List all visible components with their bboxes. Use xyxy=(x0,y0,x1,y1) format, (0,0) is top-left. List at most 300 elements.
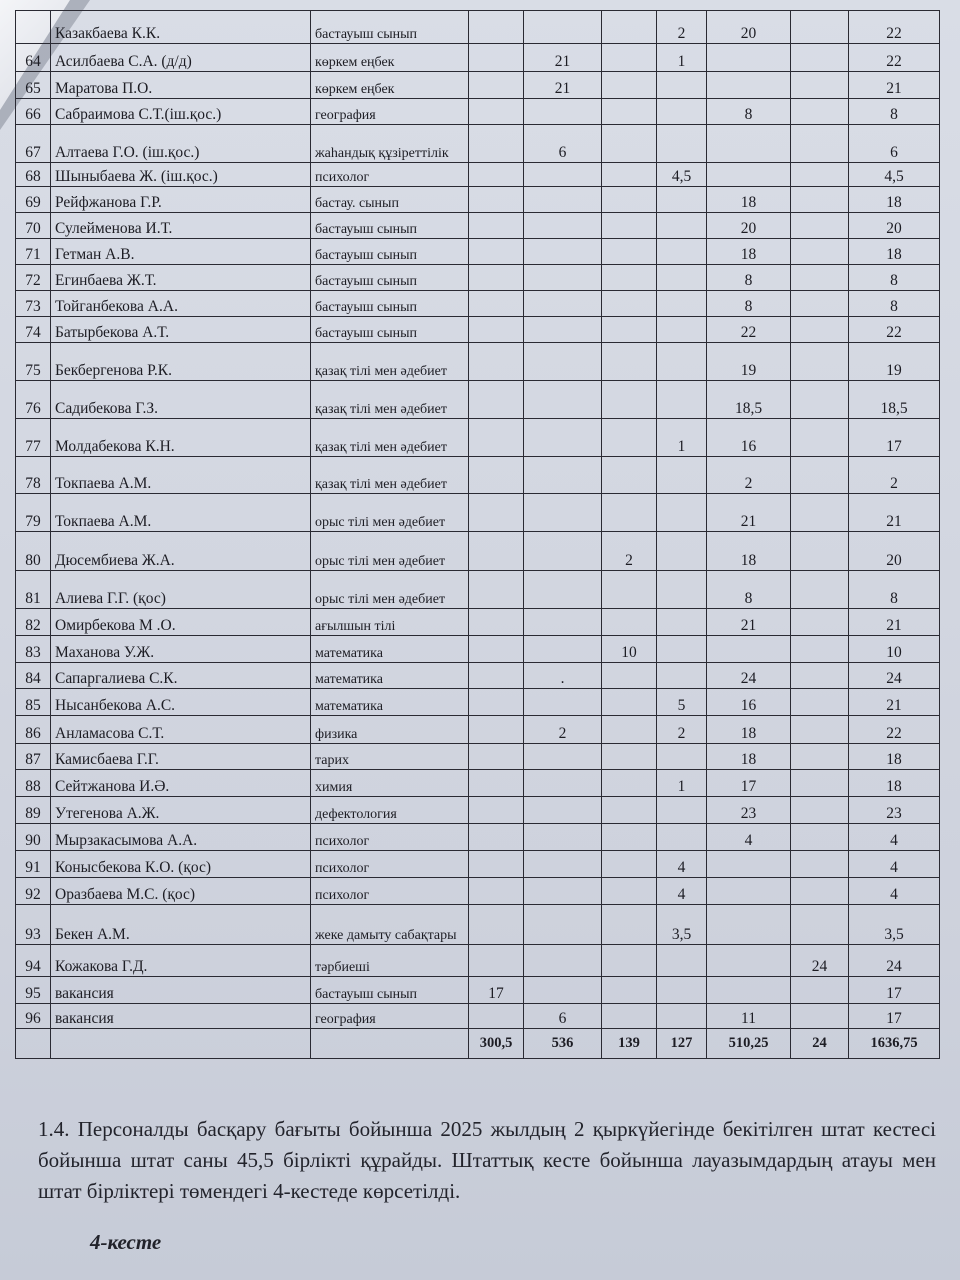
hours-cell xyxy=(791,343,849,381)
subject-cell: психолог xyxy=(311,851,469,878)
hours-cell xyxy=(791,1004,849,1029)
hours-cell xyxy=(469,797,524,824)
total-hours-cell: 18 xyxy=(849,744,940,770)
row-number: 81 xyxy=(16,571,51,609)
hours-cell xyxy=(469,265,524,291)
subject-cell: бастауыш сынып xyxy=(311,291,469,317)
row-number: 90 xyxy=(16,824,51,851)
hours-cell: 18,5 xyxy=(707,381,791,419)
hours-cell xyxy=(469,824,524,851)
table-row xyxy=(16,419,940,457)
total-hours-cell: 8 xyxy=(849,571,940,609)
hours-cell xyxy=(791,716,849,744)
hours-cell xyxy=(469,419,524,457)
hours-cell: 4 xyxy=(707,824,791,851)
teacher-name: Утегенова А.Ж. xyxy=(51,797,311,824)
table-body xyxy=(16,11,940,1059)
table-row xyxy=(16,797,940,824)
row-number: 76 xyxy=(16,381,51,419)
teacher-name: Молдабекова К.Н. xyxy=(51,419,311,457)
hours-cell xyxy=(707,878,791,905)
table-row xyxy=(16,163,940,187)
teacher-name: Нысанбекова А.С. xyxy=(51,689,311,716)
hours-cell xyxy=(791,187,849,213)
table-row xyxy=(16,571,940,609)
row-number: 85 xyxy=(16,689,51,716)
teacher-name: Омирбекова М .О. xyxy=(51,609,311,636)
row-number: 84 xyxy=(16,663,51,689)
subject-cell: тәрбиеші xyxy=(311,945,469,977)
hours-cell xyxy=(791,851,849,878)
hours-cell xyxy=(707,44,791,72)
subject-cell: қазақ тілі мен әдебиет xyxy=(311,381,469,419)
hours-cell xyxy=(707,125,791,163)
hours-cell xyxy=(791,44,849,72)
table-row xyxy=(16,343,940,381)
table-row xyxy=(16,689,940,716)
hours-cell xyxy=(602,44,657,72)
hours-cell: 16 xyxy=(707,419,791,457)
hours-cell: 10 xyxy=(602,636,657,663)
table-row xyxy=(16,532,940,571)
hours-cell xyxy=(469,457,524,494)
table-row xyxy=(16,977,940,1004)
empty-cell xyxy=(51,1029,311,1059)
total-hours-cell: 24 xyxy=(849,945,940,977)
hours-cell xyxy=(524,163,602,187)
hours-cell xyxy=(602,744,657,770)
row-number: 95 xyxy=(16,977,51,1004)
hours-cell xyxy=(524,457,602,494)
row-number: 74 xyxy=(16,317,51,343)
hours-cell: 24 xyxy=(791,945,849,977)
hours-cell xyxy=(657,532,707,571)
teacher-name: Анламасова С.Т. xyxy=(51,716,311,744)
table-row xyxy=(16,291,940,317)
hours-cell xyxy=(524,977,602,1004)
total-hours-cell: 20 xyxy=(849,213,940,239)
hours-cell xyxy=(469,1004,524,1029)
subject-cell: физика xyxy=(311,716,469,744)
hours-cell xyxy=(657,213,707,239)
total-hours-cell: 8 xyxy=(849,265,940,291)
teacher-name: Асилбаева С.А. (д/д) xyxy=(51,44,311,72)
hours-cell: 4 xyxy=(657,851,707,878)
teacher-name: Шыныбаева Ж. (іш.қос.) xyxy=(51,163,311,187)
hours-cell xyxy=(524,770,602,797)
hours-cell xyxy=(469,878,524,905)
hours-cell xyxy=(524,381,602,419)
table-row xyxy=(16,878,940,905)
hours-cell: . xyxy=(524,663,602,689)
row-number: 92 xyxy=(16,878,51,905)
row-number: 87 xyxy=(16,744,51,770)
table-row xyxy=(16,44,940,72)
hours-cell xyxy=(524,419,602,457)
hours-cell xyxy=(791,770,849,797)
subject-cell: көркем еңбек xyxy=(311,44,469,72)
row-number: 96 xyxy=(16,1004,51,1029)
hours-cell xyxy=(657,824,707,851)
total-hours-cell: 8 xyxy=(849,99,940,125)
hours-cell xyxy=(791,419,849,457)
table-row xyxy=(16,457,940,494)
column-total-cell: 536 xyxy=(524,1029,602,1059)
hours-cell xyxy=(657,343,707,381)
hours-cell: 8 xyxy=(707,265,791,291)
total-hours-cell: 17 xyxy=(849,1004,940,1029)
hours-cell xyxy=(524,945,602,977)
hours-cell xyxy=(524,265,602,291)
subject-cell: жаһандық құзіреттілік xyxy=(311,125,469,163)
hours-cell xyxy=(657,663,707,689)
teacher-name: Кожакова Г.Д. xyxy=(51,945,311,977)
hours-cell xyxy=(524,744,602,770)
hours-cell: 8 xyxy=(707,99,791,125)
row-number: 72 xyxy=(16,265,51,291)
total-hours-cell: 4 xyxy=(849,851,940,878)
hours-cell xyxy=(791,11,849,44)
table-row xyxy=(16,663,940,689)
hours-cell xyxy=(602,343,657,381)
total-hours-cell: 21 xyxy=(849,494,940,532)
subject-cell: бастауыш сынып xyxy=(311,213,469,239)
hours-cell xyxy=(791,265,849,291)
subject-cell: психолог xyxy=(311,824,469,851)
total-hours-cell: 22 xyxy=(849,317,940,343)
hours-cell xyxy=(602,99,657,125)
column-total-cell: 300,5 xyxy=(469,1029,524,1059)
body-paragraph: 1.4. Персоналды басқару бағыты бойынша 2025 жылдың 2 қыркүйегінде бекітілген штат кестесі бойынша штат саны 45,5 бірлікті құрайды. Штаттық кесте бойынша лауазымдардың атауы мен штат бірліктері төмендегі 4-кестеде көрсетілді. xyxy=(38,1117,936,1203)
hours-cell xyxy=(602,11,657,44)
hours-cell xyxy=(524,343,602,381)
hours-cell: 21 xyxy=(707,609,791,636)
hours-cell xyxy=(657,381,707,419)
hours-cell: 19 xyxy=(707,343,791,381)
row-number: 65 xyxy=(16,72,51,99)
hours-cell: 18 xyxy=(707,716,791,744)
hours-cell xyxy=(602,457,657,494)
table-row xyxy=(16,381,940,419)
hours-cell xyxy=(791,291,849,317)
subject-cell: психолог xyxy=(311,163,469,187)
total-hours-cell: 17 xyxy=(849,977,940,1004)
hours-cell xyxy=(657,945,707,977)
teacher-name: Мырзакасымова А.А. xyxy=(51,824,311,851)
hours-cell: 23 xyxy=(707,797,791,824)
table-row xyxy=(16,824,940,851)
hours-cell xyxy=(469,716,524,744)
hours-cell xyxy=(791,381,849,419)
teacher-name: Оразбаева М.С. (қос) xyxy=(51,878,311,905)
column-total-cell: 139 xyxy=(602,1029,657,1059)
teacher-name: Дюсембиева Ж.А. xyxy=(51,532,311,571)
hours-cell xyxy=(524,494,602,532)
row-number: 75 xyxy=(16,343,51,381)
hours-cell xyxy=(707,636,791,663)
teacher-name: Бекбергенова Р.К. xyxy=(51,343,311,381)
hours-cell xyxy=(657,494,707,532)
hours-cell xyxy=(791,213,849,239)
row-number: 82 xyxy=(16,609,51,636)
hours-cell xyxy=(524,689,602,716)
total-hours-cell: 20 xyxy=(849,532,940,571)
subject-cell: бастауыш сынып xyxy=(311,977,469,1004)
row-number: 80 xyxy=(16,532,51,571)
total-hours-cell: 8 xyxy=(849,291,940,317)
total-hours-cell: 4,5 xyxy=(849,163,940,187)
hours-cell xyxy=(524,571,602,609)
subject-cell: бастауыш сынып xyxy=(311,239,469,265)
subject-cell: дефектология xyxy=(311,797,469,824)
total-hours-cell: 18,5 xyxy=(849,381,940,419)
teacher-name: Токпаева А.М. xyxy=(51,457,311,494)
hours-cell xyxy=(602,419,657,457)
table-row xyxy=(16,770,940,797)
hours-cell xyxy=(657,744,707,770)
hours-cell xyxy=(602,770,657,797)
hours-cell: 18 xyxy=(707,744,791,770)
hours-cell xyxy=(602,945,657,977)
hours-cell xyxy=(602,291,657,317)
row-number: 77 xyxy=(16,419,51,457)
hours-cell xyxy=(657,571,707,609)
table-row xyxy=(16,494,940,532)
teacher-name: Камисбаева Г.Г. xyxy=(51,744,311,770)
table-row xyxy=(16,744,940,770)
teacher-name: Маханова У.Ж. xyxy=(51,636,311,663)
teacher-name: Маратова П.О. xyxy=(51,72,311,99)
empty-cell xyxy=(16,1029,51,1059)
row-number: 93 xyxy=(16,905,51,945)
total-hours-cell: 22 xyxy=(849,44,940,72)
total-hours-cell: 3,5 xyxy=(849,905,940,945)
total-hours-cell: 21 xyxy=(849,689,940,716)
hours-cell: 18 xyxy=(707,187,791,213)
row-number: 91 xyxy=(16,851,51,878)
hours-cell xyxy=(707,163,791,187)
hours-cell xyxy=(524,878,602,905)
subject-cell: математика xyxy=(311,636,469,663)
total-hours-cell: 19 xyxy=(849,343,940,381)
subject-cell: математика xyxy=(311,689,469,716)
hours-cell xyxy=(469,663,524,689)
hours-cell: 21 xyxy=(707,494,791,532)
teacher-name: Казакбаева К.К. xyxy=(51,11,311,44)
row-number: 71 xyxy=(16,239,51,265)
hours-cell xyxy=(707,905,791,945)
hours-cell xyxy=(657,239,707,265)
table-row xyxy=(16,187,940,213)
hours-cell xyxy=(469,609,524,636)
row-number xyxy=(16,11,51,44)
table-row xyxy=(16,609,940,636)
subject-cell: орыс тілі мен әдебиет xyxy=(311,532,469,571)
hours-cell xyxy=(602,824,657,851)
total-hours-cell: 2 xyxy=(849,457,940,494)
hours-cell xyxy=(791,72,849,99)
empty-cell xyxy=(311,1029,469,1059)
hours-cell xyxy=(469,381,524,419)
total-hours-cell: 21 xyxy=(849,609,940,636)
hours-cell: 2 xyxy=(707,457,791,494)
row-number: 78 xyxy=(16,457,51,494)
hours-cell xyxy=(602,381,657,419)
row-number: 89 xyxy=(16,797,51,824)
grand-total-cell: 1636,75 xyxy=(849,1029,940,1059)
hours-cell: 8 xyxy=(707,571,791,609)
total-hours-cell: 22 xyxy=(849,716,940,744)
hours-cell xyxy=(524,636,602,663)
column-total-cell: 24 xyxy=(791,1029,849,1059)
hours-cell: 18 xyxy=(707,239,791,265)
row-number: 94 xyxy=(16,945,51,977)
hours-cell xyxy=(524,291,602,317)
hours-cell xyxy=(791,317,849,343)
teacher-name: Садибекова Г.З. xyxy=(51,381,311,419)
total-hours-cell: 21 xyxy=(849,72,940,99)
hours-cell xyxy=(524,317,602,343)
teacher-name: Гетман А.В. xyxy=(51,239,311,265)
hours-cell: 21 xyxy=(524,72,602,99)
teacher-name: Сейтжанова И.Ә. xyxy=(51,770,311,797)
table-row xyxy=(16,636,940,663)
table-row xyxy=(16,1004,940,1029)
hours-cell xyxy=(469,744,524,770)
table-row xyxy=(16,11,940,44)
hours-cell xyxy=(469,44,524,72)
hours-cell: 6 xyxy=(524,1004,602,1029)
hours-cell: 24 xyxy=(707,663,791,689)
hours-cell: 20 xyxy=(707,11,791,44)
hours-cell xyxy=(469,571,524,609)
teacher-name: Тойганбекова А.А. xyxy=(51,291,311,317)
hours-cell xyxy=(469,770,524,797)
hours-cell xyxy=(469,636,524,663)
hours-cell xyxy=(657,977,707,1004)
row-number: 86 xyxy=(16,716,51,744)
hours-cell: 21 xyxy=(524,44,602,72)
hours-cell: 5 xyxy=(657,689,707,716)
hours-cell xyxy=(469,317,524,343)
hours-cell: 2 xyxy=(602,532,657,571)
hours-cell xyxy=(791,744,849,770)
hours-cell xyxy=(469,291,524,317)
table-row xyxy=(16,265,940,291)
hours-cell xyxy=(524,213,602,239)
total-hours-cell: 18 xyxy=(849,239,940,265)
table-row xyxy=(16,716,940,744)
subject-cell: бастау. сынып xyxy=(311,187,469,213)
hours-cell xyxy=(791,609,849,636)
hours-cell xyxy=(469,532,524,571)
hours-cell xyxy=(791,663,849,689)
hours-cell: 17 xyxy=(469,977,524,1004)
hours-cell xyxy=(602,494,657,532)
teacher-name: Рейфжанова Г.Р. xyxy=(51,187,311,213)
hours-cell xyxy=(657,125,707,163)
total-hours-cell: 6 xyxy=(849,125,940,163)
table-row xyxy=(16,213,940,239)
hours-cell xyxy=(602,72,657,99)
teacher-name: вакансия xyxy=(51,977,311,1004)
hours-cell xyxy=(657,609,707,636)
hours-cell xyxy=(602,878,657,905)
row-number: 64 xyxy=(16,44,51,72)
table-row xyxy=(16,905,940,945)
hours-cell xyxy=(469,494,524,532)
hours-cell xyxy=(469,99,524,125)
hours-cell xyxy=(602,317,657,343)
hours-cell xyxy=(469,163,524,187)
total-hours-cell: 18 xyxy=(849,770,940,797)
hours-cell xyxy=(602,239,657,265)
subject-cell: бастауыш сынып xyxy=(311,317,469,343)
hours-cell xyxy=(524,11,602,44)
teacher-name: Егинбаева Ж.Т. xyxy=(51,265,311,291)
hours-cell: 2 xyxy=(524,716,602,744)
hours-cell xyxy=(657,187,707,213)
hours-cell xyxy=(707,977,791,1004)
hours-cell xyxy=(791,163,849,187)
total-hours-cell: 18 xyxy=(849,187,940,213)
hours-cell: 18 xyxy=(707,532,791,571)
row-number: 88 xyxy=(16,770,51,797)
table-row xyxy=(16,99,940,125)
subject-cell: бастауыш сынып xyxy=(311,11,469,44)
row-number: 73 xyxy=(16,291,51,317)
hours-cell xyxy=(602,716,657,744)
hours-cell xyxy=(791,824,849,851)
subject-cell: орыс тілі мен әдебиет xyxy=(311,571,469,609)
hours-cell: 11 xyxy=(707,1004,791,1029)
column-total-cell: 127 xyxy=(657,1029,707,1059)
subject-cell: география xyxy=(311,99,469,125)
hours-cell xyxy=(791,571,849,609)
hours-cell xyxy=(707,851,791,878)
total-hours-cell: 4 xyxy=(849,824,940,851)
hours-cell: 1 xyxy=(657,44,707,72)
table-row xyxy=(16,945,940,977)
subject-cell: химия xyxy=(311,770,469,797)
hours-cell xyxy=(707,72,791,99)
hours-cell xyxy=(791,125,849,163)
hours-cell xyxy=(602,1004,657,1029)
hours-cell xyxy=(602,977,657,1004)
total-hours-cell: 17 xyxy=(849,419,940,457)
subject-cell: қазақ тілі мен әдебиет xyxy=(311,457,469,494)
total-hours-cell: 24 xyxy=(849,663,940,689)
row-number: 70 xyxy=(16,213,51,239)
hours-cell xyxy=(469,905,524,945)
hours-cell xyxy=(791,239,849,265)
total-hours-cell: 23 xyxy=(849,797,940,824)
hours-cell: 17 xyxy=(707,770,791,797)
subject-cell: қазақ тілі мен әдебиет xyxy=(311,343,469,381)
hours-cell xyxy=(602,689,657,716)
hours-cell xyxy=(602,187,657,213)
teacher-name: Сулейменова И.Т. xyxy=(51,213,311,239)
teacher-name: Батырбекова А.Т. xyxy=(51,317,311,343)
table-row xyxy=(16,239,940,265)
hours-cell xyxy=(707,945,791,977)
hours-cell xyxy=(791,532,849,571)
hours-cell: 6 xyxy=(524,125,602,163)
hours-cell: 2 xyxy=(657,11,707,44)
hours-cell xyxy=(469,343,524,381)
hours-cell xyxy=(791,636,849,663)
hours-cell: 16 xyxy=(707,689,791,716)
